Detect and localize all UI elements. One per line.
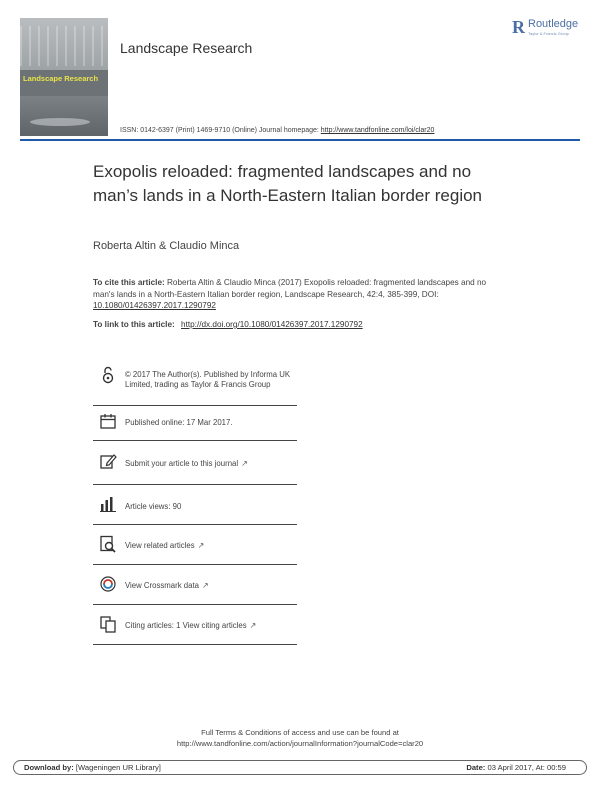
license-text: © 2017 The Author(s). Published by Informa UK Limited, trading as Taylor & Francis Group xyxy=(125,370,291,389)
citation-block xyxy=(93,277,503,312)
article-authors: Roberta Altin & Claudio Minca xyxy=(93,240,240,252)
publisher-logo[interactable] xyxy=(512,17,592,41)
citing-articles-text: Citing articles: 1 View citing articles xyxy=(125,621,247,630)
external-link-icon: ↗ xyxy=(249,621,257,630)
submit-article-link[interactable] xyxy=(125,459,248,469)
publisher-tagline: Taylor & Francis Group xyxy=(528,31,569,36)
info-item-related[interactable] xyxy=(93,525,297,565)
download-date-label: Date: xyxy=(466,763,486,772)
related-articles-text: View related articles xyxy=(125,541,195,550)
related-articles-link[interactable] xyxy=(125,541,204,551)
issn-text: ISSN: 0142-6397 (Print) 1469-9710 (Online) Journal homepage: xyxy=(120,127,319,134)
journal-cover-image xyxy=(20,18,108,136)
open-access-lock-icon xyxy=(99,366,117,384)
downloaded-by xyxy=(24,763,161,772)
info-item-citing[interactable] xyxy=(93,605,297,645)
download-date-value: 03 April 2017, At: 00:59 xyxy=(487,763,566,772)
info-item-published xyxy=(93,406,297,441)
journal-name: Landscape Research xyxy=(120,40,253,56)
info-item-license xyxy=(93,362,297,406)
issn-line xyxy=(120,127,434,134)
crossmark-text: View Crossmark data xyxy=(125,581,199,590)
citing-articles-link[interactable] xyxy=(125,621,256,631)
copy-documents-icon xyxy=(99,615,117,633)
info-item-views xyxy=(93,485,297,525)
download-date xyxy=(466,763,566,772)
search-document-icon xyxy=(99,535,117,553)
published-text: Published online: 17 Mar 2017. xyxy=(125,418,233,427)
article-url-link[interactable]: http://dx.doi.org/10.1080/01426397.2017.1290792 xyxy=(181,320,363,329)
cover-photo-band xyxy=(20,96,108,136)
header-divider xyxy=(20,139,580,141)
external-link-icon: ↗ xyxy=(201,581,209,590)
publisher-name: Routledge xyxy=(528,18,579,30)
article-link-line xyxy=(93,320,363,329)
cover-text-lines xyxy=(20,26,108,66)
routledge-r-icon: R xyxy=(512,17,525,37)
terms-notice xyxy=(0,727,600,749)
doi-link[interactable]: 10.1080/01426397.2017.1290792 xyxy=(93,301,216,310)
downloaded-by-value: [Wageningen UR Library] xyxy=(75,763,161,772)
submit-article-text: Submit your article to this journal xyxy=(125,459,239,468)
terms-line: Full Terms & Conditions of access and use can be found at xyxy=(201,728,399,737)
crossmark-icon xyxy=(99,575,117,593)
article-title: Exopolis reloaded: fragmented landscapes and no man’s lands in a North-Eastern Italian border region xyxy=(93,162,483,205)
cover-title: Landscape Research xyxy=(23,74,99,83)
cite-label: To cite this article: xyxy=(93,278,165,287)
article-info-list xyxy=(93,362,297,645)
crossmark-link[interactable] xyxy=(125,581,209,591)
calendar-icon xyxy=(99,412,117,430)
terms-url-link[interactable]: http://www.tandfonline.com/action/journalInformation?journalCode=clar20 xyxy=(176,739,424,748)
link-label: To link to this article: xyxy=(93,320,175,329)
bar-chart-icon xyxy=(99,495,117,513)
cover-water-ripple xyxy=(30,118,90,126)
external-link-icon: ↗ xyxy=(241,459,248,468)
edit-icon xyxy=(99,452,117,470)
info-item-crossmark[interactable] xyxy=(93,565,297,605)
journal-homepage-link[interactable]: http://www.tandfonline.com/loi/clar20 xyxy=(320,127,435,134)
article-views-text: Article views: 90 xyxy=(125,502,182,511)
external-link-icon: ↗ xyxy=(197,541,205,550)
cite-text: Roberta Altin & Claudio Minca (2017) Exopolis reloaded: fragmented landscapes and no man's lands in a North-Eastern Italian border region, Landscape Research, 42:4, 385-399, DOI: xyxy=(93,278,487,299)
downloaded-by-label: Download by: xyxy=(24,763,74,772)
info-item-submit[interactable] xyxy=(93,441,297,485)
download-info-bar xyxy=(13,760,587,775)
